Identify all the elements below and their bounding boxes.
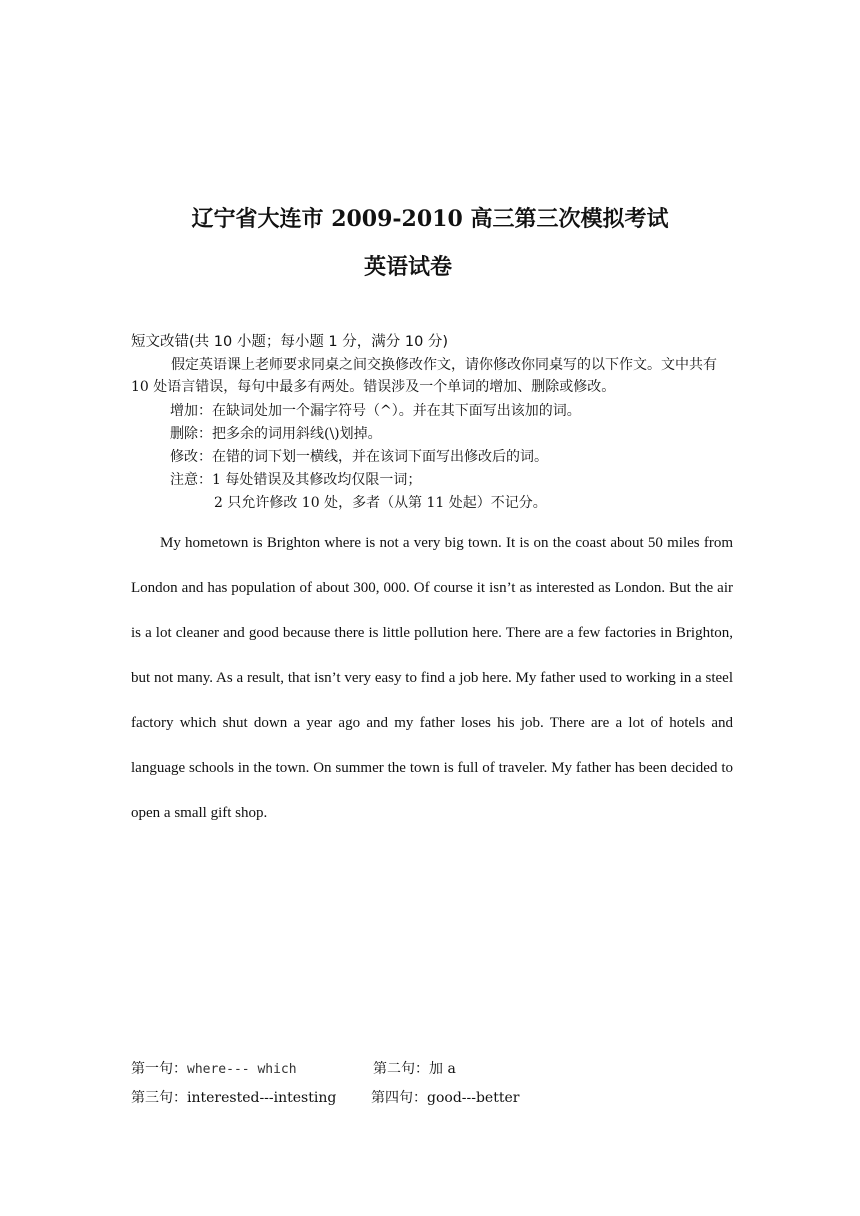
answer-3: [131, 1087, 336, 1107]
page-title: 辽宁省大连市 2009-2010 高三第三次模拟考试: [191, 206, 669, 232]
section-heading: 短文改错(共 10 小题；每小题 1 分，满分 10 分): [131, 334, 449, 350]
note-2: 2 只允许修改 10 处，多者（从第 11 处起）不记分。: [214, 495, 547, 511]
answer-2-value: 加 a: [429, 1061, 456, 1077]
page-subtitle: 英语试卷: [363, 254, 452, 280]
answer-1-value: where--- which: [187, 1062, 297, 1077]
rule-delete: 删除：把多余的词用斜线(\)划掉。: [170, 426, 382, 442]
answer-1-label: 第一句：: [131, 1061, 187, 1077]
note-1: 注意：1 每处错误及其修改均仅限一词；: [170, 472, 422, 488]
rule-modify: 修改：在错的词下划一横线，并在该词下面写出修改后的词。: [170, 449, 548, 465]
essay-text: My hometown is Brighton where is not a very big town. It is on the coast about 50 miles from London and has population of about 300, 000. Of course it isn’t as interested as London. But the air is a lot cleaner and good because there is little pollution here. There are a few factories in Brighton, but not many. As a result, that isn’t very easy to find a job here. My father used to working in a steel factory which shut down a year ago and my father loses his job. There are a lot of hotels and language schools in the town. On summer the town is full of traveler. My father has been decided to open a small gift shop.: [131, 535, 733, 821]
answer-3-value: interested---intesting: [187, 1090, 337, 1106]
answer-2: [373, 1058, 456, 1078]
answer-2-label: 第二句：: [373, 1061, 429, 1077]
rule-add: 增加：在缺词处加一个漏字符号（^）。并在其下面写出该加的词。: [170, 403, 581, 419]
essay-passage: [131, 521, 733, 836]
instruction-text: 假定英语课上老师要求同桌之间交换修改作文，请你修改你同桌写的以下作文。文中共有 10 处语言错误，每句中最多有两处。错误涉及一个单词的增加、删除或修改。: [131, 357, 717, 395]
answer-1: [131, 1058, 297, 1078]
answer-4-value: good---better: [427, 1090, 520, 1106]
answer-4: [371, 1087, 519, 1107]
answer-4-label: 第四句：: [371, 1090, 427, 1106]
answer-3-label: 第三句：: [131, 1090, 187, 1106]
